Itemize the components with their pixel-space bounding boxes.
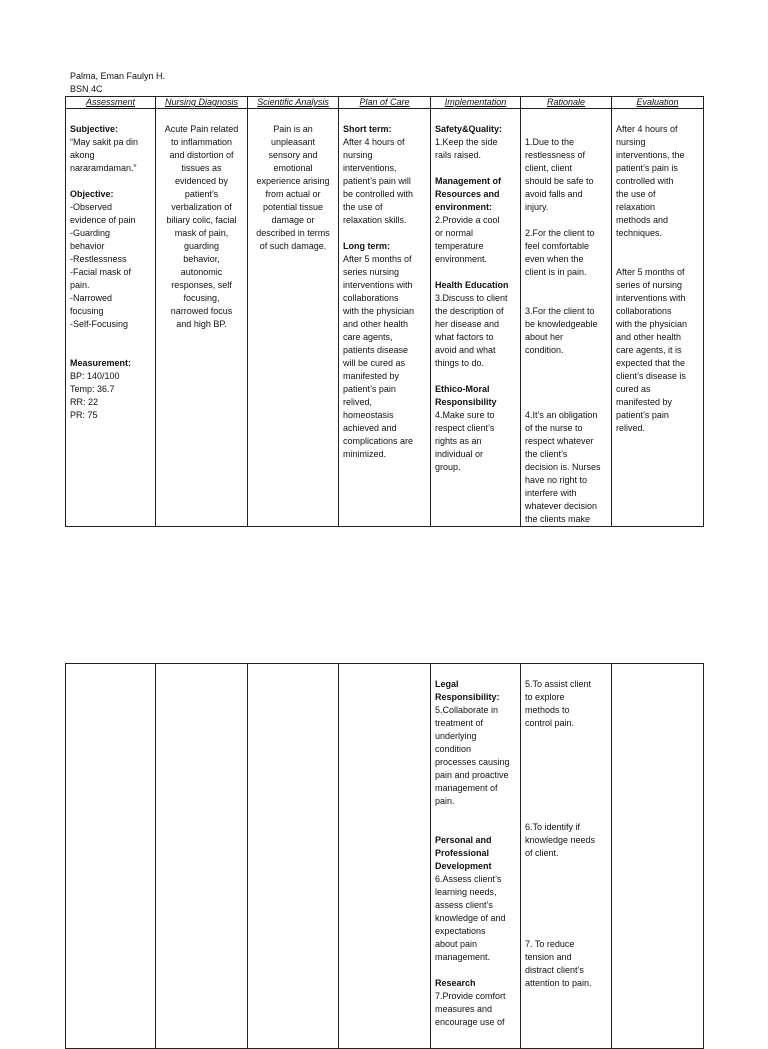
scientific-analysis-text <box>252 123 334 253</box>
text-line: -Self-Focusing <box>70 319 129 329</box>
text-line: Management of <box>435 176 502 186</box>
text-line: the clients make <box>525 514 591 524</box>
text-line: After 4 hours of <box>343 137 405 147</box>
text-line: nursing <box>343 150 373 160</box>
text-line: pain. <box>70 280 90 290</box>
document-header <box>70 70 165 95</box>
text-line: 6.To identify if <box>525 822 581 832</box>
text-line: behavior <box>70 241 105 251</box>
research-label: Research <box>435 978 476 988</box>
safety-quality-label: Safety&Quality: <box>435 124 503 134</box>
text-line: distract client’s <box>525 965 584 975</box>
text-line: relaxation skills. <box>343 215 407 225</box>
text-line: 3.Discuss to client <box>435 293 508 303</box>
text-line: patient’s pain is <box>616 163 678 173</box>
text-line: even when the <box>525 254 584 264</box>
text-line: expected that the <box>616 358 686 368</box>
text-line: avoid and what <box>435 345 496 355</box>
text-line: Ethico-Moral <box>435 384 490 394</box>
text-line: and distortion of <box>169 150 234 160</box>
text-line: pain. <box>435 796 455 806</box>
assessment-cell <box>66 109 156 527</box>
text-line: Personal and <box>435 835 492 845</box>
text-line: knowledge needs <box>525 835 596 845</box>
text-line: manifested by <box>343 371 400 381</box>
rationale-1-text <box>525 136 607 214</box>
text-line: experience arising <box>256 176 330 186</box>
text-line: tension and <box>525 952 572 962</box>
text-line: about her <box>525 332 564 342</box>
text-line: interventions, the <box>616 150 685 160</box>
personal-development-label <box>435 834 516 873</box>
text-line: interventions, <box>343 163 397 173</box>
text-line: client is in pain. <box>525 267 587 277</box>
text-line: measures and <box>435 1004 493 1014</box>
text-line: environment. <box>435 254 488 264</box>
text-line: the description of <box>435 306 504 316</box>
nursing-care-plan-table <box>65 96 704 527</box>
text-line: 2.For the client to <box>525 228 595 238</box>
text-line: whatever decision <box>525 501 598 511</box>
text-line: mask of pain, <box>174 228 229 238</box>
text-line: the use of <box>343 202 383 212</box>
text-line: her disease and <box>435 319 500 329</box>
text-line: assess client’s <box>435 900 493 910</box>
text-line: collaborations <box>616 306 672 316</box>
objective-label: Objective: <box>70 189 114 199</box>
text-line: things to do. <box>435 358 485 368</box>
continuation-table <box>65 663 704 1049</box>
evaluation-cell <box>612 109 704 527</box>
legal-responsibility-label <box>435 678 516 704</box>
column-header-rationale: Rationale <box>521 97 612 109</box>
text-line: avoid falls and <box>525 189 583 199</box>
rationale-6-text <box>525 821 607 860</box>
text-line: autonomic <box>180 267 223 277</box>
column-header-evaluation: Evaluation <box>612 97 704 109</box>
rationale-3-text <box>525 305 607 357</box>
text-line: interventions with <box>616 293 686 303</box>
text-line: environment: <box>435 202 493 212</box>
text-line: Pain is an <box>273 124 313 134</box>
text-line: focusing, <box>183 293 220 303</box>
text-line: unpleasant <box>270 137 316 147</box>
text-line: tissues as <box>181 163 222 173</box>
rationale-4-text <box>525 409 607 526</box>
text-line: interfere with <box>525 488 577 498</box>
plan-of-care-cell <box>339 109 431 527</box>
text-line: pain and proactive <box>435 770 509 780</box>
text-line: sensory and <box>268 150 318 160</box>
text-line: learning needs, <box>435 887 497 897</box>
text-line: processes causing <box>435 757 510 767</box>
text-line: Temp: 36.7 <box>70 384 115 394</box>
text-line: -Observed <box>70 202 113 212</box>
text-line: collaborations <box>343 293 399 303</box>
continuation-analysis-cell <box>248 664 339 1049</box>
text-line: -Guarding <box>70 228 111 238</box>
text-line: and other health <box>343 319 409 329</box>
text-line: evidenced by <box>174 176 229 186</box>
continuation-rationale-cell <box>521 664 612 1049</box>
text-line: feel comfortable <box>525 241 590 251</box>
text-line: rights as an <box>435 436 482 446</box>
text-line: complications are <box>343 436 414 446</box>
text-line: 6.Assess client’s <box>435 874 502 884</box>
text-line: be controlled with <box>343 189 414 199</box>
text-line: 3.For the client to <box>525 306 595 316</box>
text-line: Resources and <box>435 189 500 199</box>
text-line: series of nursing <box>616 280 683 290</box>
text-line: biliary colic, facial <box>166 215 237 225</box>
text-line: homeostasis <box>343 410 394 420</box>
text-line: controlled with <box>616 176 674 186</box>
health-education-label: Health Education <box>435 280 509 290</box>
text-line: damage or <box>271 215 315 225</box>
text-line: series nursing <box>343 267 400 277</box>
text-line: and high BP. <box>176 319 227 329</box>
nursing-diagnosis-cell <box>156 109 248 527</box>
column-header-implementation: Implementation <box>431 97 521 109</box>
implementation-3-text <box>435 292 516 370</box>
text-line: patient’s pain <box>343 384 396 394</box>
text-line: of client. <box>525 848 559 858</box>
text-line: Responsibility: <box>435 692 500 702</box>
rationale-cell <box>521 109 612 527</box>
text-line: akong <box>70 150 95 160</box>
text-line: management. <box>435 952 491 962</box>
text-line: injury. <box>525 202 549 212</box>
text-line: described in terms <box>256 228 330 238</box>
scientific-analysis-cell <box>248 109 339 527</box>
text-line: Professional <box>435 848 490 858</box>
implementation-5-text <box>435 704 516 808</box>
text-line: 1.Due to the <box>525 137 575 147</box>
text-line: 2.Provide a cool <box>435 215 500 225</box>
text-line: client, client <box>525 163 573 173</box>
text-line: attention to pain. <box>525 978 592 988</box>
text-line: will be cured as <box>343 358 406 368</box>
implementation-4-text <box>435 409 516 474</box>
text-line: achieved and <box>343 423 397 433</box>
text-line: 5.Collaborate in <box>435 705 499 715</box>
evaluation-short-term-text <box>616 123 699 240</box>
text-line: patient’s <box>184 189 219 199</box>
text-line: nararamdaman.” <box>70 163 137 173</box>
subjective-label: Subjective: <box>70 124 119 134</box>
text-line: management of <box>435 783 498 793</box>
text-line: BP: 140/100 <box>70 371 120 381</box>
text-line: underlying <box>435 731 477 741</box>
text-line: of such damage. <box>259 241 327 251</box>
objective-text <box>70 201 151 331</box>
short-term-label: Short term: <box>343 124 392 134</box>
text-line: “May sakit pa din <box>70 137 139 147</box>
implementation-cell <box>431 109 521 527</box>
rationale-2-text <box>525 227 607 279</box>
text-line: from actual or <box>265 189 321 199</box>
table-header-row <box>66 97 704 109</box>
text-line: -Facial mask of <box>70 267 132 277</box>
text-line: methods and <box>616 215 669 225</box>
nursing-diagnosis-text <box>160 123 243 331</box>
text-line: the use of <box>616 189 656 199</box>
text-line: condition <box>435 744 472 754</box>
text-line: evidence of pain <box>70 215 136 225</box>
text-line: After 5 months of <box>343 254 412 264</box>
student-section: BSN 4C <box>70 83 103 94</box>
column-header-nursing-diagnosis: Nursing Diagnosis <box>156 97 248 109</box>
rationale-5-text <box>525 678 607 730</box>
text-line: should be safe to <box>525 176 594 186</box>
text-line: responses, self <box>171 280 232 290</box>
text-line: group. <box>435 462 461 472</box>
text-line: treatment of <box>435 718 484 728</box>
text-line: to explore <box>525 692 565 702</box>
text-line: Acute Pain related <box>164 124 239 134</box>
text-line: -Narrowed <box>70 293 113 303</box>
text-line: the client’s <box>525 449 568 459</box>
text-line: have no right to <box>525 475 588 485</box>
text-line: relived, <box>343 397 373 407</box>
text-line: condition. <box>525 345 564 355</box>
measurement-text <box>70 370 151 422</box>
text-line: techniques. <box>616 228 663 238</box>
text-line: 5.To assist client <box>525 679 592 689</box>
text-line: emotional <box>273 163 313 173</box>
column-header-scientific-analysis: Scientific Analysis <box>248 97 339 109</box>
text-line: patients disease <box>343 345 409 355</box>
text-line: After 4 hours of <box>616 124 678 134</box>
table-row <box>66 109 704 527</box>
text-line: manifested by <box>616 397 673 407</box>
text-line: care agents, <box>343 332 393 342</box>
column-header-assessment: Assessment <box>66 97 156 109</box>
text-line: 1.Keep the side <box>435 137 498 147</box>
subjective-text <box>70 136 151 175</box>
text-line: relaxation <box>616 202 656 212</box>
implementation-2-text <box>435 214 516 266</box>
text-line: respect client’s <box>435 423 495 433</box>
text-line: PR: 75 <box>70 410 98 420</box>
text-line: knowledge of and <box>435 913 506 923</box>
text-line: nursing <box>616 137 646 147</box>
text-line: control pain. <box>525 718 575 728</box>
continuation-diagnosis-cell <box>156 664 248 1049</box>
text-line: 7. To reduce <box>525 939 575 949</box>
continuation-assessment-cell <box>66 664 156 1049</box>
text-line: 4.Make sure to <box>435 410 495 420</box>
text-line: patient’s pain <box>616 410 669 420</box>
text-line: guarding <box>183 241 220 251</box>
implementation-1-text <box>435 136 516 162</box>
text-line: decision is. Nurses <box>525 462 601 472</box>
short-term-text <box>343 136 426 227</box>
measurement-label: Measurement: <box>70 358 132 368</box>
text-line: verbalization of <box>171 202 232 212</box>
continuation-plan-cell <box>339 664 431 1049</box>
implementation-6-text <box>435 873 516 964</box>
text-line: Responsibility <box>435 397 497 407</box>
text-line: methods to <box>525 705 570 715</box>
text-line: with the physician <box>616 319 688 329</box>
text-line: and other health <box>616 332 682 342</box>
text-line: interventions with <box>343 280 413 290</box>
text-line: After 5 months of <box>616 267 685 277</box>
text-line: individual or <box>435 449 484 459</box>
text-line: patient’s pain will <box>343 176 411 186</box>
text-line: minimized. <box>343 449 387 459</box>
text-line: temperature <box>435 241 484 251</box>
long-term-text <box>343 253 426 461</box>
text-line: narrowed focus <box>170 306 233 316</box>
resources-environment-label <box>435 175 516 214</box>
text-line: of the nurse to <box>525 423 583 433</box>
text-line: behavior, <box>183 254 220 264</box>
implementation-7-text <box>435 990 516 1029</box>
text-line: cured as <box>616 384 651 394</box>
column-header-plan-of-care: Plan of Care <box>339 97 431 109</box>
text-line: Development <box>435 861 492 871</box>
text-line: Legal <box>435 679 459 689</box>
evaluation-long-term-text <box>616 266 699 435</box>
text-line: -Restlessness <box>70 254 127 264</box>
text-line: relived. <box>616 423 646 433</box>
continuation-evaluation-cell <box>612 664 704 1049</box>
text-line: or normal <box>435 228 474 238</box>
text-line: expectations <box>435 926 486 936</box>
text-line: rails raised. <box>435 150 482 160</box>
table-row <box>66 664 704 1049</box>
text-line: client’s disease is <box>616 371 686 381</box>
text-line: with the physician <box>343 306 415 316</box>
text-line: 7.Provide comfort <box>435 991 506 1001</box>
text-line: restlessness of <box>525 150 586 160</box>
text-line: be knowledgeable <box>525 319 598 329</box>
text-line: focusing <box>70 306 104 316</box>
text-line: encourage use of <box>435 1017 505 1027</box>
ethico-moral-label <box>435 383 516 409</box>
continuation-implementation-cell <box>431 664 521 1049</box>
text-line: to inflammation <box>170 137 233 147</box>
rationale-7-text <box>525 938 607 990</box>
long-term-label: Long term: <box>343 241 390 251</box>
student-name: Palma, Eman Faulyn H. <box>70 71 166 81</box>
text-line: respect whatever <box>525 436 594 446</box>
text-line: what factors to <box>435 332 494 342</box>
text-line: about pain <box>435 939 478 949</box>
text-line: RR: 22 <box>70 397 99 407</box>
text-line: 4.It’s an obligation <box>525 410 598 420</box>
text-line: care agents, it is <box>616 345 682 355</box>
text-line: potential tissue <box>262 202 324 212</box>
